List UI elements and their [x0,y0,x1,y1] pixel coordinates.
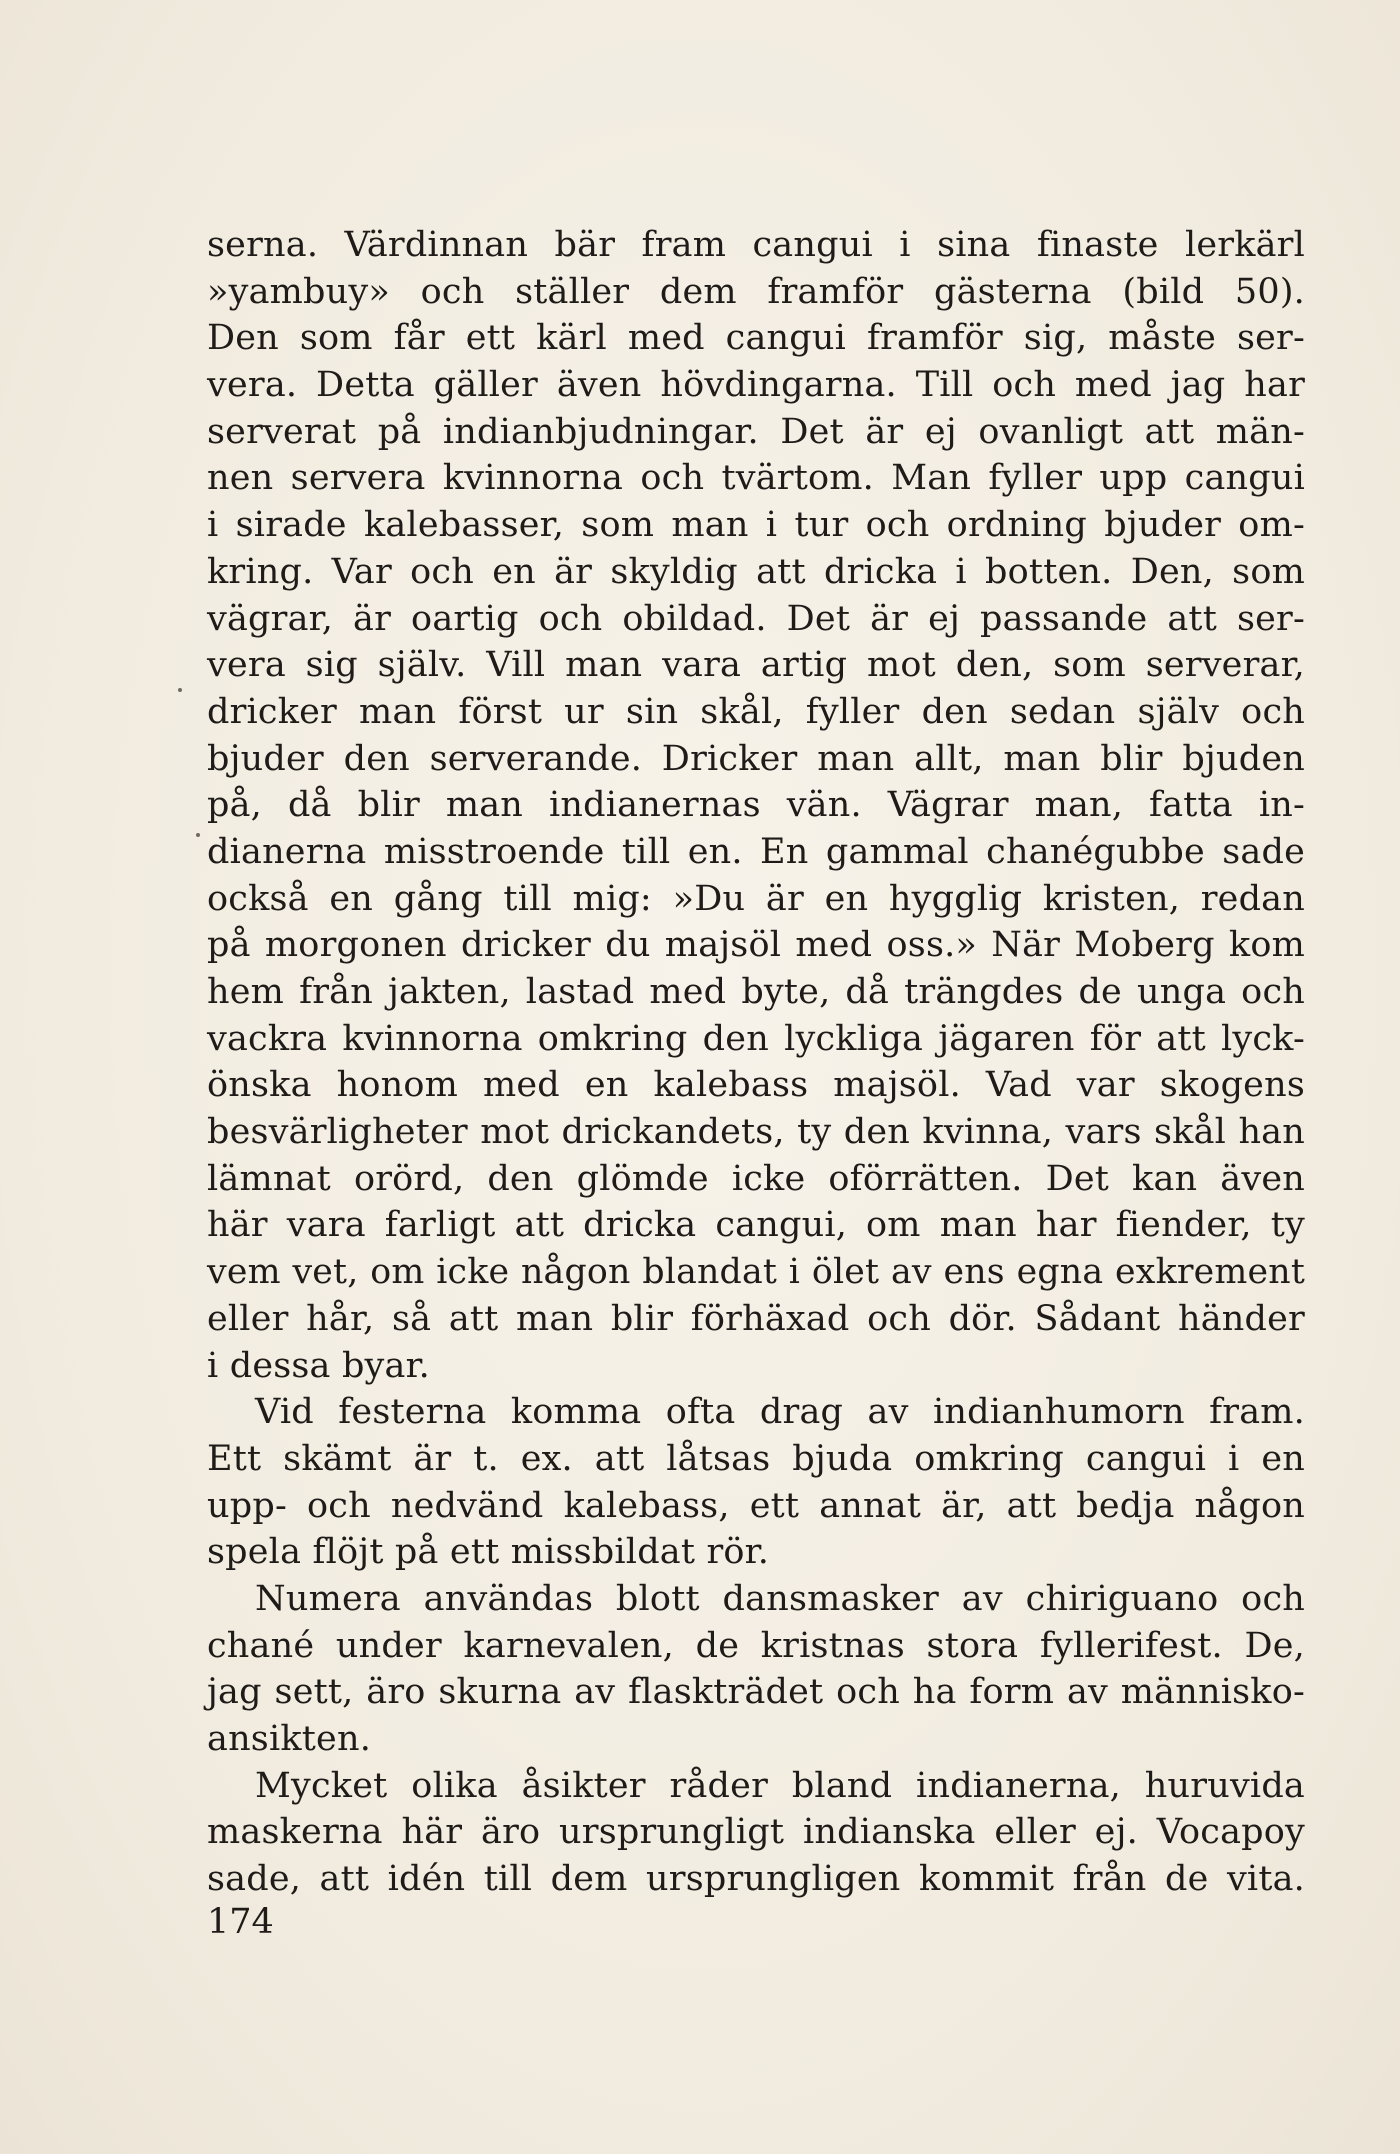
text-line: vem vet, om icke någon blandat i ölet av ens egna exkrement [207,1252,1305,1293]
text-line: dricker man först ur sin skål, fyller den sedan själv och [207,691,1305,732]
text-line: Den som får ett kärl med cangui framför sig, måste ser- [207,318,1305,359]
text-line: ansikten. [207,1719,372,1759]
margin-mark [196,833,200,837]
text-line: lämnat orörd, den glömde icke oförrätten. Det kan även [207,1158,1305,1199]
text-line: sade, att idén till dem ursprungligen kommit från de vita. [207,1859,1305,1900]
text-line: hem från jakten, lastad med byte, då trängdes de unga och [207,972,1305,1012]
text-line: serverat på indianbjudningar. Det är ej ovanligt att män- [207,411,1305,452]
text-line: jag sett, äro skurna av flaskträdet och ha form av människo- [207,1672,1305,1713]
text-line: Numera användas blott dansmasker av chiriguano och [255,1578,1305,1619]
text-line: spela flöjt på ett missbildat rör. [207,1532,770,1573]
text-line: kring. Var och en är skyldig att dricka i botten. Den, som [207,551,1305,592]
text-line: maskerna här äro ursprungligt indianska eller ej. Vocapoy [207,1812,1305,1853]
page-number: 174 [207,1902,274,1942]
text-line: nen servera kvinnorna och tvärtom. Man fyller upp cangui [207,458,1305,499]
text-line: Vid festerna komma ofta drag av indianhumorn fram. [255,1392,1305,1433]
text-line: chané under karnevalen, de kristnas stora fyllerifest. De, [207,1625,1305,1666]
text-line: »yambuy» och ställer dem framför gästerna (bild 50). [207,271,1305,312]
text-line: dianerna misstroende till en. En gammal chanégubbe sade [207,831,1305,872]
text-line: på, då blir man indianernas vän. Vägrar man, fatta in- [207,785,1305,826]
text-line: i sirade kalebasser, som man i tur och ordning bjuder om- [207,505,1305,546]
text-line: serna. Värdinnan bär fram cangui i sina finaste lerkärl [207,225,1305,265]
text-line: vackra kvinnorna omkring den lyckliga jägaren för att lyck- [207,1018,1305,1059]
text-line: Ett skämt är t. ex. att låtsas bjuda omkring cangui i en [207,1438,1305,1479]
text-line: här vara farligt att dricka cangui, om man har fiender, ty [207,1205,1305,1246]
text-line: eller hår, så att man blir förhäxad och dör. Sådant händer [207,1298,1305,1339]
text-line: vera sig själv. Vill man vara artig mot den, som serverar, [207,645,1305,686]
text-line: också en gång till mig: »Du är en hygglig kristen, redan [207,878,1305,919]
text-line: bjuder den serverande. Dricker man allt, man blir bjuden [207,738,1305,779]
text-line: vera. Detta gäller även hövdingarna. Till och med jag har [207,365,1305,406]
body-text [207,222,1305,1903]
text-line: på morgonen dricker du majsöl med oss.» När Moberg kom [207,925,1305,966]
text-line: i dessa byar. [207,1345,431,1386]
text-line: vägrar, är oartig och obildad. Det är ej passande att ser- [207,598,1305,639]
text-line: Mycket olika åsikter råder bland indianerna, huruvida [255,1765,1305,1806]
margin-mark [178,688,182,692]
text-line: önska honom med en kalebass majsöl. Vad var skogens [207,1065,1305,1106]
text-line: besvärligheter mot drickandets, ty den kvinna, vars skål han [207,1112,1305,1153]
text-line: upp- och nedvänd kalebass, ett annat är, att bedja någon [207,1485,1305,1526]
